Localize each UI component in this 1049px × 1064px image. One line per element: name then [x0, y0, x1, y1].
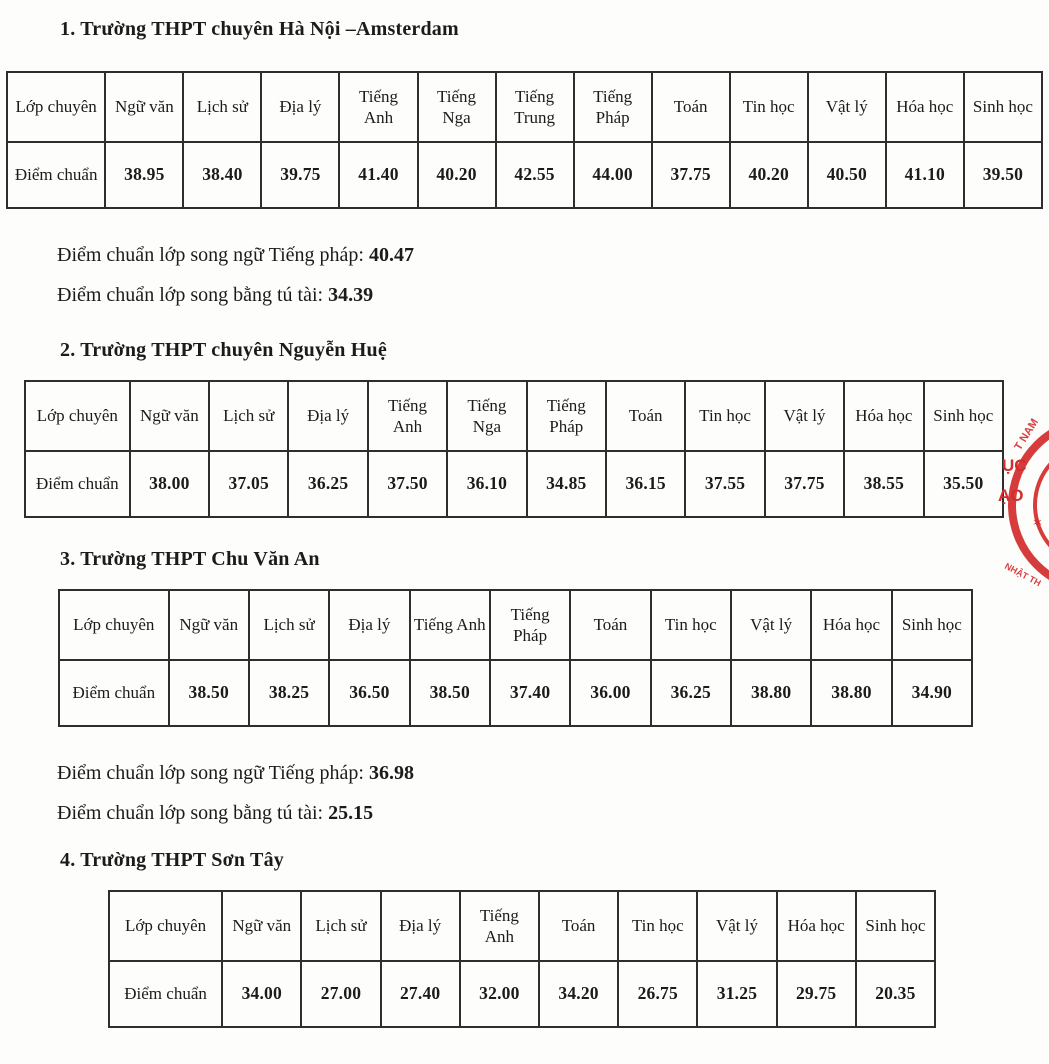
scores-table-wrap	[0, 71, 1049, 209]
score-cell: 36.50	[329, 660, 409, 726]
score-cell: 38.50	[410, 660, 490, 726]
score-cell: 40.50	[808, 142, 886, 208]
stamp-text-fragment: ỤC	[1002, 456, 1027, 475]
score-row-label: Điểm chuẩn	[59, 660, 169, 726]
note-label: Điểm chuẩn lớp song bằng tú tài:	[57, 284, 324, 306]
notes-block	[57, 753, 1049, 833]
corner-header-cell: Lớp chuyên	[25, 381, 130, 451]
corner-header-cell: Lớp chuyên	[59, 590, 169, 660]
col-header-cell: Địa lý	[329, 590, 409, 660]
stamp-arc-bottom-text: NHẬT TH	[1003, 560, 1043, 589]
col-header-cell: Địa lý	[381, 891, 460, 961]
note-line	[57, 753, 1049, 793]
score-cell: 29.75	[777, 961, 856, 1027]
col-header-cell: Toán	[539, 891, 618, 961]
header-row	[25, 381, 1003, 451]
score-cell: 38.95	[105, 142, 183, 208]
score-row	[25, 451, 1003, 517]
score-cell: 38.40	[183, 142, 261, 208]
col-header-cell: Tiếng Nga	[418, 72, 496, 142]
col-header-cell: Sinh học	[924, 381, 1003, 451]
note-label: Điểm chuẩn lớp song ngữ Tiếng pháp:	[57, 244, 364, 266]
section-title: 1. Trường THPT chuyên Hà Nội –Amsterdam	[60, 18, 459, 40]
col-header-cell: Toán	[606, 381, 685, 451]
corner-header-cell: Lớp chuyên	[7, 72, 105, 142]
col-header-cell: Tin học	[618, 891, 697, 961]
note-value: 36.98	[368, 762, 414, 784]
col-header-cell: Lịch sử	[301, 891, 380, 961]
section-title: 3. Trường THPT Chu Văn An	[60, 548, 320, 570]
score-row	[7, 142, 1042, 208]
corner-header-cell: Lớp chuyên	[109, 891, 222, 961]
col-header-cell: Tiếng Anh	[460, 891, 539, 961]
col-header-cell: Lịch sử	[183, 72, 261, 142]
score-cell: 36.25	[288, 451, 367, 517]
col-header-cell: Ngữ văn	[105, 72, 183, 142]
notes-block	[57, 235, 1049, 315]
score-cell: 41.10	[886, 142, 964, 208]
score-cell: 37.75	[765, 451, 844, 517]
col-header-cell: Sinh học	[856, 891, 935, 961]
score-cell: 37.50	[368, 451, 447, 517]
col-header-cell: Tiếng Trung	[496, 72, 574, 142]
col-header-cell: Tiếng Anh	[410, 590, 490, 660]
note-line	[57, 275, 1049, 315]
col-header-cell: Ngữ văn	[130, 381, 209, 451]
col-header-cell: Vật lý	[808, 72, 886, 142]
scores-table-wrap	[0, 890, 1049, 1028]
score-row-label: Điểm chuẩn	[109, 961, 222, 1027]
note-value: 34.39	[328, 284, 374, 306]
scores-table	[58, 589, 973, 727]
score-cell: 34.00	[222, 961, 301, 1027]
stamp-text-fragment: ẠO	[998, 486, 1024, 505]
score-cell: 37.55	[685, 451, 764, 517]
col-header-cell: Ngữ văn	[169, 590, 249, 660]
col-header-cell: Địa lý	[261, 72, 339, 142]
scores-table	[6, 71, 1043, 209]
col-header-cell: Sinh học	[964, 72, 1042, 142]
col-header-cell: Hóa học	[811, 590, 891, 660]
col-header-cell: Toán	[652, 72, 730, 142]
col-header-cell: Lịch sử	[249, 590, 329, 660]
scores-table	[108, 890, 936, 1028]
col-header-cell: Tiếng Anh	[339, 72, 417, 142]
stamp-arc-top-text: T NAM	[1012, 416, 1042, 453]
score-cell: 36.00	[570, 660, 650, 726]
col-header-cell: Hóa học	[886, 72, 964, 142]
col-header-cell: Vật lý	[697, 891, 776, 961]
scores-table-wrap	[0, 380, 1049, 518]
note-line	[57, 235, 1049, 275]
section-title: 4. Trường THPT Sơn Tây	[60, 849, 284, 871]
col-header-cell: Tin học	[685, 381, 764, 451]
score-cell: 41.40	[339, 142, 417, 208]
score-cell: 32.00	[460, 961, 539, 1027]
score-cell: 38.80	[811, 660, 891, 726]
header-row	[7, 72, 1042, 142]
document-body	[0, 18, 1049, 1028]
score-cell: 37.75	[652, 142, 730, 208]
score-cell: 40.20	[730, 142, 808, 208]
col-header-cell: Tin học	[651, 590, 731, 660]
col-header-cell: Tiếng Pháp	[527, 381, 606, 451]
scores-table	[24, 380, 1004, 518]
score-cell: 34.85	[527, 451, 606, 517]
note-value: 25.15	[328, 802, 374, 824]
score-cell: 36.10	[447, 451, 526, 517]
score-cell: 27.00	[301, 961, 380, 1027]
col-header-cell: Tiếng Nga	[447, 381, 526, 451]
col-header-cell: Tin học	[730, 72, 808, 142]
col-header-cell: Vật lý	[731, 590, 811, 660]
col-header-cell: Ngữ văn	[222, 891, 301, 961]
score-cell: 38.25	[249, 660, 329, 726]
col-header-cell: Tiếng Pháp	[574, 72, 652, 142]
score-cell: 44.00	[574, 142, 652, 208]
note-line	[57, 793, 1049, 833]
score-cell: 38.80	[731, 660, 811, 726]
header-row	[109, 891, 935, 961]
score-cell: 20.35	[856, 961, 935, 1027]
col-header-cell: Địa lý	[288, 381, 367, 451]
col-header-cell: Sinh học	[892, 590, 972, 660]
score-cell: 27.40	[381, 961, 460, 1027]
score-cell: 38.00	[130, 451, 209, 517]
score-cell: 31.25	[697, 961, 776, 1027]
score-cell: 37.40	[490, 660, 570, 726]
col-header-cell: Vật lý	[765, 381, 844, 451]
section-title: 2. Trường THPT chuyên Nguyễn Huệ	[60, 339, 387, 361]
score-cell: 37.05	[209, 451, 288, 517]
score-cell: 34.90	[892, 660, 972, 726]
col-header-cell: Toán	[570, 590, 650, 660]
col-header-cell: Hóa học	[844, 381, 923, 451]
col-header-cell: Hóa học	[777, 891, 856, 961]
note-value: 40.47	[368, 244, 414, 266]
col-header-cell: Tiếng Anh	[368, 381, 447, 451]
score-row-label: Điểm chuẩn	[7, 142, 105, 208]
note-label: Điểm chuẩn lớp song bằng tú tài:	[57, 802, 324, 824]
score-cell: 35.50	[924, 451, 1003, 517]
score-cell: 36.25	[651, 660, 731, 726]
score-cell: 34.20	[539, 961, 618, 1027]
score-cell: 39.50	[964, 142, 1042, 208]
score-cell: 39.75	[261, 142, 339, 208]
score-cell: 38.50	[169, 660, 249, 726]
score-row-label: Điểm chuẩn	[25, 451, 130, 517]
header-row	[59, 590, 972, 660]
score-row	[109, 961, 935, 1027]
score-row	[59, 660, 972, 726]
note-label: Điểm chuẩn lớp song ngữ Tiếng pháp:	[57, 762, 364, 784]
score-cell: 38.55	[844, 451, 923, 517]
score-cell: 36.15	[606, 451, 685, 517]
col-header-cell: Lịch sử	[209, 381, 288, 451]
stamp-star-icon: ✶	[1032, 515, 1043, 530]
score-cell: 40.20	[418, 142, 496, 208]
scores-table-wrap	[0, 589, 1049, 727]
col-header-cell: Tiếng Pháp	[490, 590, 570, 660]
score-cell: 26.75	[618, 961, 697, 1027]
score-cell: 42.55	[496, 142, 574, 208]
